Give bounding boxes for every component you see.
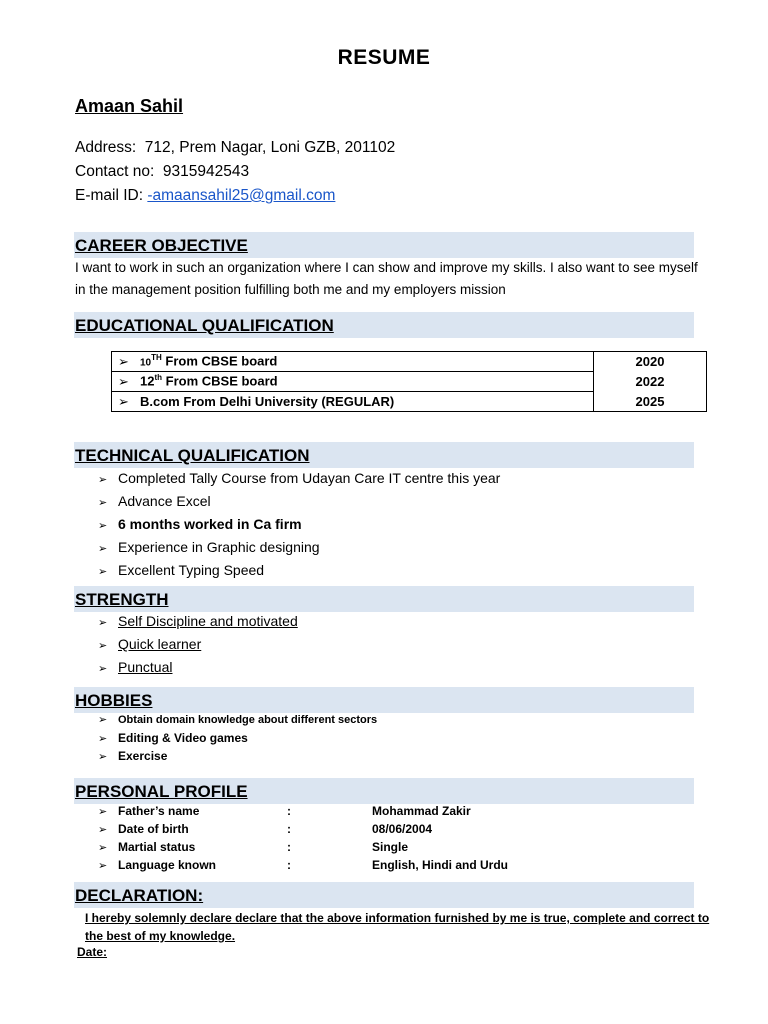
table-row [112, 392, 707, 412]
arrow-bullet-icon: ➢ [98, 497, 108, 509]
list-item: ➢ Quick learner [98, 634, 298, 657]
list-item: ➢ Father’s name : Mohammad Zakir [98, 804, 471, 818]
email-line [75, 184, 335, 208]
list-item: ➢ Date of birth : 08/06/2004 [98, 822, 433, 836]
personal-profile-list [98, 804, 698, 876]
arrow-bullet-icon: ➢ [98, 732, 108, 745]
arrow-bullet-icon: ➢ [118, 373, 129, 389]
arrow-bullet-icon: ➢ [98, 663, 108, 675]
declaration-heading: DECLARATION: [74, 882, 694, 908]
list-item: ➢ Exercise [98, 748, 377, 767]
education-cell: ➢ B.com From Delhi University (REGULAR) [112, 392, 594, 412]
table-row [112, 372, 707, 392]
arrow-bullet-icon: ➢ [98, 751, 108, 763]
hobbies-heading: HOBBIES [74, 687, 694, 713]
arrow-bullet-icon: ➢ [98, 520, 108, 532]
arrow-bullet-icon: ➢ [98, 806, 108, 818]
list-item: ➢ Obtain domain knowledge about different sectors [98, 712, 377, 730]
strength-list [98, 611, 298, 680]
strength-heading: STRENGTH [74, 586, 694, 612]
address-value: 712, Prem Nagar, Loni GZB, 201102 [144, 139, 396, 156]
list-item: ➢ Excellent Typing Speed [98, 560, 500, 583]
list-item: ➢ Language known : English, Hindi and Urdu [98, 858, 508, 872]
arrow-bullet-icon: ➢ [118, 353, 129, 369]
email-link[interactable]: -amaansahil25@gmail.com [147, 187, 336, 204]
career-objective-heading: CAREER OBJECTIVE [74, 232, 694, 258]
personal-profile-heading: PERSONAL PROFILE [74, 778, 694, 804]
education-year: 2020 [594, 352, 707, 372]
career-objective-text: I want to work in such an organization where I can show and improve my skills. I also want to see myself in the management position fulfilling both me and my employers mission [75, 260, 698, 297]
document-title: RESUME [337, 46, 431, 69]
contact-label: Contact no: [75, 163, 155, 180]
arrow-bullet-icon: ➢ [98, 566, 108, 578]
education-cell: ➢ 12th From CBSE board [112, 372, 594, 392]
address-line [75, 136, 395, 160]
list-item: ➢ Editing & Video games [98, 730, 377, 749]
arrow-bullet-icon: ➢ [98, 617, 108, 629]
list-item: ➢ Completed Tally Course from Udayan Care IT centre this year [98, 468, 500, 491]
technical-heading: TECHNICAL QUALIFICATION [74, 442, 694, 468]
email-label: E-mail ID: [75, 187, 144, 204]
declaration-text: I hereby solemnly declare declare that the above information furnished by me is true, complete and correct to the best of my knowledge. [85, 911, 710, 943]
arrow-bullet-icon: ➢ [98, 842, 108, 854]
contact-value: 9315942543 [162, 163, 250, 180]
table-row [112, 352, 707, 372]
arrow-bullet-icon: ➢ [98, 474, 108, 486]
list-item: ➢ Experience in Graphic designing [98, 537, 500, 560]
arrow-bullet-icon: ➢ [98, 824, 108, 836]
arrow-bullet-icon: ➢ [98, 543, 108, 555]
address-label: Address: [75, 139, 137, 156]
education-year: 2025 [594, 392, 707, 412]
education-heading: EDUCATIONAL QUALIFICATION [74, 312, 694, 338]
technical-list [98, 468, 500, 583]
list-item: ➢ 6 months worked in Ca firm [98, 514, 500, 537]
list-item: ➢ Advance Excel [98, 491, 500, 514]
candidate-name: Amaan Sahil [75, 96, 184, 116]
list-item: ➢ Martial status : Single [98, 840, 409, 854]
hobbies-list [98, 712, 377, 767]
education-table [111, 351, 707, 412]
arrow-bullet-icon: ➢ [98, 860, 108, 872]
education-year: 2022 [594, 372, 707, 392]
list-item: ➢ Self Discipline and motivated [98, 611, 298, 634]
date-label: Date: [77, 945, 108, 959]
arrow-bullet-icon: ➢ [98, 714, 108, 726]
arrow-bullet-icon: ➢ [118, 393, 129, 409]
arrow-bullet-icon: ➢ [98, 640, 108, 652]
education-cell: ➢ 10TH From CBSE board [112, 352, 594, 372]
list-item: ➢ Punctual [98, 657, 298, 680]
contact-line [75, 160, 249, 184]
